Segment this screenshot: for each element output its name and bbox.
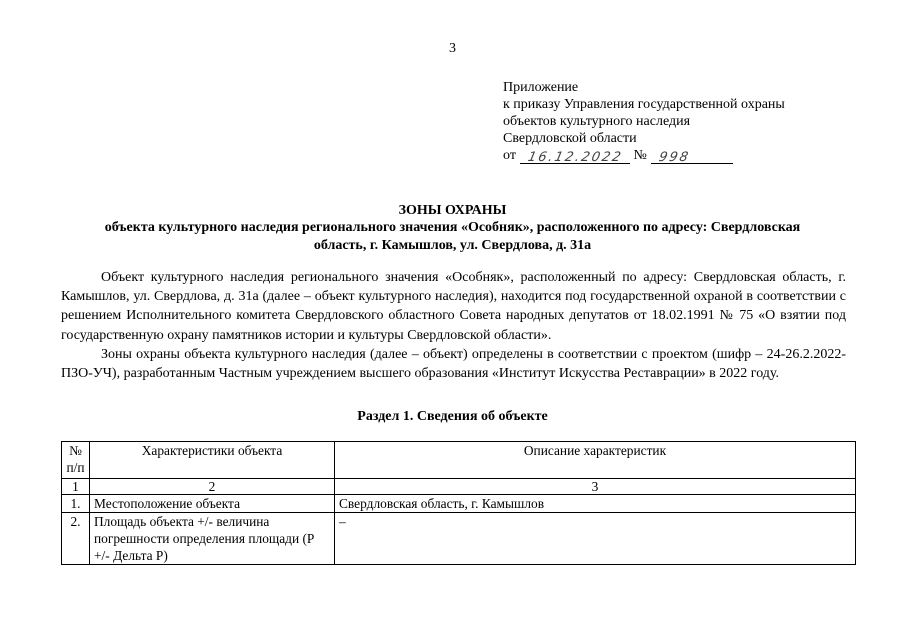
table-cell: 3 (335, 479, 856, 495)
header-description: Описание характеристик (335, 442, 856, 479)
appendix-line: Приложение (503, 80, 579, 95)
table-cell: Местоположение объекта (90, 495, 335, 513)
table-cell: 2 (90, 479, 335, 495)
table-cell: 1 (62, 479, 90, 495)
paragraph: Зоны охраны объекта культурного наследия (далее – объект) определены в соответствии с проектом (шифр – 24-26.2.2022-ПЗО-УЧ), разработанным Частным учреждением высшего образования «Институт Искусства Реставрации» в 2022 году. (61, 346, 846, 382)
appendix-line: объектов культурного наследия (503, 114, 691, 129)
table-cell: 1. (62, 495, 90, 513)
table-cell: Площадь объекта +/- величина погрешности определения площади (Р +/- Дельта Р) (90, 513, 335, 565)
table-row (62, 513, 856, 565)
header-characteristics: Характеристики объекта (90, 442, 335, 479)
subtitle-line: область, г. Камышлов, ул. Свердлова, д. 31а (313, 238, 592, 253)
appendix-line: к приказу Управления государственной охраны (503, 97, 785, 112)
paragraph: Объект культурного наследия регионального значения «Особняк», расположенный по адресу: Свердловская область, г. Камышлов, ул. Свердлова, д. 31а (далее – объект культурного наследия), находится под государственной охраной в соответствии с решением Исполнительного комитета Свердловского областного Совета народных депутатов от 18.02.1991 № 75 «О взятии под государственную охрану памятников истории и культуры Свердловской области». (61, 270, 846, 343)
date-field (520, 147, 630, 164)
table-index-row (62, 479, 856, 495)
handwritten-number: 998 (657, 150, 692, 165)
number-prefix: № (633, 148, 647, 163)
subtitle-line: объекта культурного наследия регионального значения «Особняк», расположенного по адресу: Свердловская (104, 220, 801, 235)
document-title: ЗОНЫ ОХРАНЫ (398, 203, 507, 218)
appendix-block (503, 79, 785, 164)
number-field (651, 147, 733, 164)
object-info-table (61, 441, 856, 565)
table-cell: Свердловская область, г. Камышлов (335, 495, 856, 513)
page-number: 3 (449, 41, 456, 56)
handwritten-date: 16.12.2022 (526, 150, 624, 165)
document-subtitle (60, 219, 845, 255)
table-header-row (62, 442, 856, 479)
body-text (61, 268, 846, 383)
appendix-line: Свердловской области (503, 131, 637, 146)
appendix-date-line (503, 147, 785, 164)
table-row (62, 495, 856, 513)
table-cell: – (335, 513, 856, 565)
section-title: Раздел 1. Сведения об объекте (357, 409, 548, 424)
date-prefix: от (503, 148, 516, 163)
header-number: № п/п (62, 442, 90, 479)
table-cell: 2. (62, 513, 90, 565)
